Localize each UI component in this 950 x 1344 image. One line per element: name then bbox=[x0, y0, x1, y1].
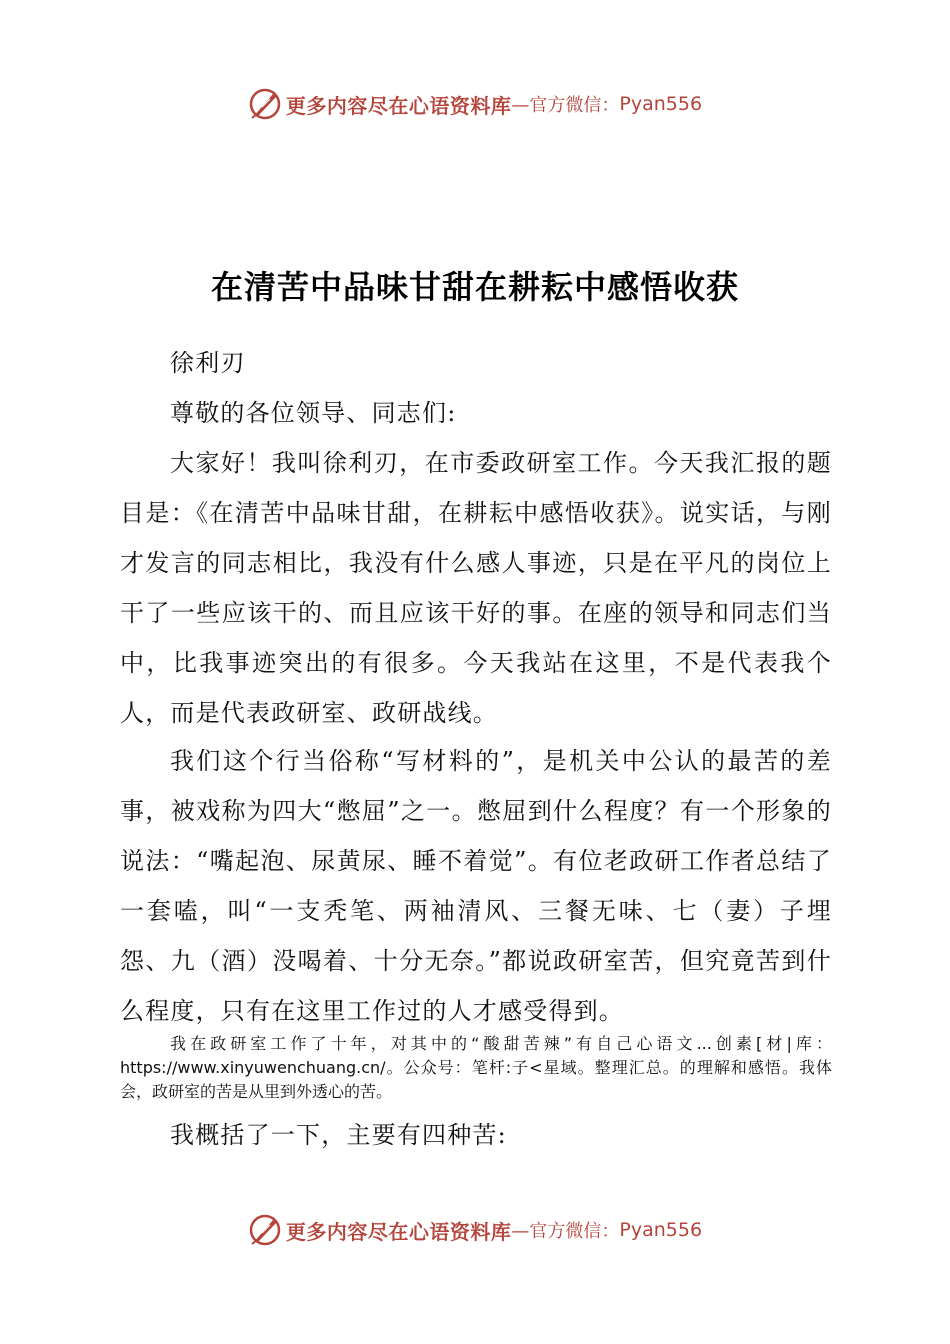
watermark-text: 更多内容尽在心语资料库 bbox=[285, 93, 512, 118]
watermark-separator: —官方微信： bbox=[511, 1221, 620, 1242]
paragraph-3: 我概括了一下，主要有四种苦: bbox=[170, 1121, 507, 1149]
quill-pen-logo-icon bbox=[248, 1213, 282, 1247]
paragraph-2: 我们这个行当俗称“写材料的”，是机关中公认的最苦的差事，被戏称为四大“憋屈”之一。憋屈到什么程度？有一个形象的说法：“嘴起泡、尿黄尿、睡不着觉”。有位老政研工作者总结了一套嗑，叫“一支秃笔、两袖清风、三餐无味、七（妻）子埋怨、九（酒）没喝着、十分无奈。”都说政研室苦，但究竟苦到什么程度，只有在这里工作过的人才感受得到。 bbox=[120, 747, 832, 1025]
inserted-note: 我在政研室工作了十年，对其中的“酸甜苦辣”有自己心语文...创素[材|库：https://www.xinyuwenchuang.cn/。公众号：笔杆:子<星域。整理汇总。的理解和感悟。我体会，政研室的苦是从里到外透心的苦。 bbox=[120, 1034, 832, 1101]
watermark-text: 更多内容尽在心语资料库 bbox=[285, 1219, 512, 1244]
watermark-wechat-id: Pyan556 bbox=[619, 1219, 703, 1241]
paragraph-1: 大家好！我叫徐利刃，在市委政研室工作。今天我汇报的题目是：《在清苦中品味甘甜，在耕耘中感悟收获》。说实话，与刚才发言的同志相比，我没有什么感人事迹，只是在平凡的岗位上干了一些应该干的、而且应该干好的事。在座的领导和同志们当中，比我事迹突出的有很多。今天我站在这里，不是代表我个人，而是代表政研室、政研战线。 bbox=[120, 449, 832, 727]
watermark-wechat-id: Pyan556 bbox=[619, 93, 703, 115]
document-title: 在清苦中品味甘甜在耕耘中感悟收获 bbox=[210, 268, 739, 306]
author-line: 徐利刃 bbox=[170, 349, 246, 377]
quill-pen-logo-icon bbox=[248, 87, 282, 121]
salutation: 尊敬的各位领导、同志们: bbox=[170, 399, 457, 427]
watermark-footer bbox=[0, 1210, 950, 1250]
watermark-separator: —官方微信： bbox=[511, 95, 620, 116]
watermark-header bbox=[0, 84, 950, 124]
